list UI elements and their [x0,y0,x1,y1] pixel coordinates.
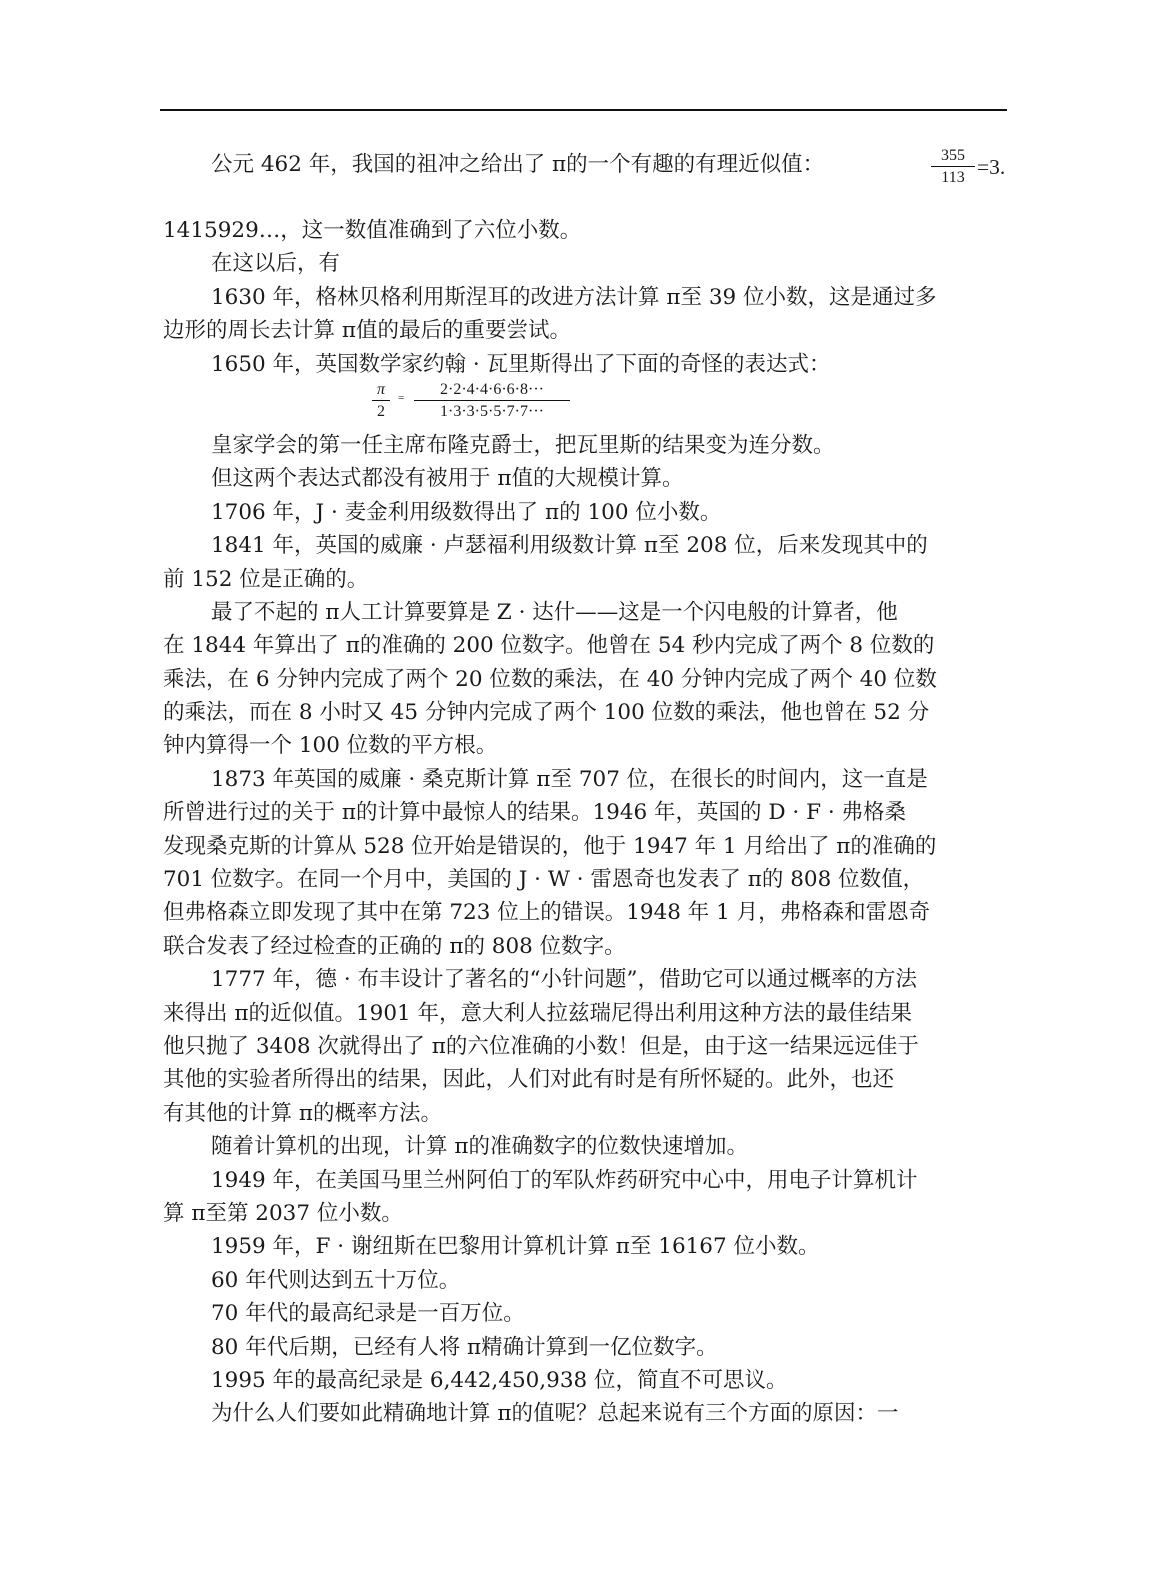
text-line: 1949 年，在美国马里兰州阿伯丁的军队炸药研究中心中，用电子计算机计 [211,1167,918,1193]
text-line: 算 π至第 2037 位小数。 [163,1200,403,1226]
fraction-numerator: 355 [931,146,975,167]
text-line: 1841 年，英国的威廉 · 卢瑟福利用级数计算 π至 208 位，后来发现其中的 [211,533,928,559]
para1-line1 [163,140,1006,214]
text-line: 1706 年，J · 麦金利用级数得出了 π的 100 位小数。 [211,499,722,525]
text-line: 1630 年，格林贝格利用斯涅耳的改进方法计算 π至 39 位小数，这是通过多 [211,284,937,310]
formula-rhs-numerator: 2·2·4·4·6·6·8··· [414,380,570,401]
text-line: 1995 年的最高纪录是 6,442,450,938 位，简直不可思议。 [211,1367,788,1393]
text-line: 在 1844 年算出了 π的准确的 200 位数字。他曾在 54 秒内完成了两个 8 位数的 [163,633,935,659]
text-line: 他只抛了 3408 次就得出了 π的六位准确的小数！但是，由于这一结果远远佳于 [163,1033,919,1059]
text-line: 70 年代的最高纪录是一百万位。 [211,1301,525,1327]
formula-rhs-denominator: 1·3·3·5·5·7·7··· [440,403,544,420]
formula-lhs-numerator: π [372,380,390,401]
text-line: 最了不起的 π人工计算要算是 Z · 达什——这是一个闪电般的计算者，他 [211,599,898,625]
text-line: 边形的周长去计算 π值的最后的重要尝试。 [163,318,571,344]
text-line: 701 位数字。在同一个月中，美国的 J · W · 雷恩奇也发表了 π的 808 位数值， [163,867,925,893]
text-line: 所曾进行过的关于 π的计算中最惊人的结果。1946 年，英国的 D · F · 弗格桑 [163,800,907,826]
text-line: 1873 年英国的威廉 · 桑克斯计算 π至 707 位，在很长的时间内，这一直是 [211,766,928,792]
fraction-355-113 [931,146,975,189]
page-body [163,140,1006,1431]
text-line: 60 年代则达到五十万位。 [211,1267,461,1293]
text-line: 1777 年，德 · 布丰设计了著名的“小针问题”，借助它可以通过概率的方法 [211,967,918,993]
text-line: 来得出 π的近似值。1901 年，意大利人拉兹瑞尼得出利用这种方法的最佳结果 [163,1000,913,1026]
text-line: 钟内算得一个 100 位数的平方根。 [163,733,498,759]
wallis-formula [372,380,592,428]
formula-lhs-denominator: 2 [377,403,385,420]
text-line: 有其他的计算 π的概率方法。 [163,1100,442,1126]
text-line: 前 152 位是正确的。 [163,566,369,592]
text-line: 1650 年，英国数学家约翰 · 瓦里斯得出了下面的奇怪的表达式： [211,351,831,377]
text-line: 乘法，在 6 分钟内完成了两个 20 位数的乘法，在 40 分钟内完成了两个 40 位数 [163,666,937,692]
text-line: 随着计算机的出现，计算 π的准确数字的位数快速增加。 [211,1134,748,1160]
formula-rhs [414,380,570,423]
text-line: 但这两个表达式都没有被用于 π值的大规模计算。 [211,466,684,492]
para1-line2: 1415929…，这一数值准确到了六位小数。 [163,218,582,243]
para1-text: 公元 462 年，我国的祖冲之给出了 π的一个有趣的有理近似值： [211,152,825,177]
text-line: 的乘法，而在 8 小时又 45 分钟内完成了两个 100 位数的乘法，他也曾在 52 分 [163,700,930,726]
text-line: 但弗格森立即发现了其中在第 723 位上的错误。1948 年 1 月，弗格森和雷恩奇 [163,900,931,926]
text-line: 1959 年，F · 谢纽斯在巴黎用计算机计算 π至 16167 位小数。 [211,1234,820,1260]
text-line: 发现桑克斯的计算从 528 位开始是错误的，他于 1947 年 1 月给出了 π的准确的 [163,833,937,859]
formula-lhs [372,380,390,423]
fraction-denominator: 113 [941,169,965,186]
text-line: 在这以后，有 [211,251,341,277]
text-line: 为什么人们要如此精确地计算 π的值呢？总起来说有三个方面的原因：一 [211,1401,899,1427]
fraction-tail: =3. [977,155,1006,179]
text-line: 联合发表了经过检查的正确的 π的 808 位数字。 [163,933,626,959]
text-line: 皇家学会的第一任主席布隆克爵士，把瓦里斯的结果变为连分数。 [211,432,835,458]
header-rule [160,109,1007,111]
text-line: 80 年代后期，已经有人将 π精确计算到一亿位数字。 [211,1334,718,1360]
formula-equals: = [398,392,405,404]
text-line: 其他的实验者所得出的结果，因此，人们对此有时是有所怀疑的。此外，也还 [163,1067,895,1093]
